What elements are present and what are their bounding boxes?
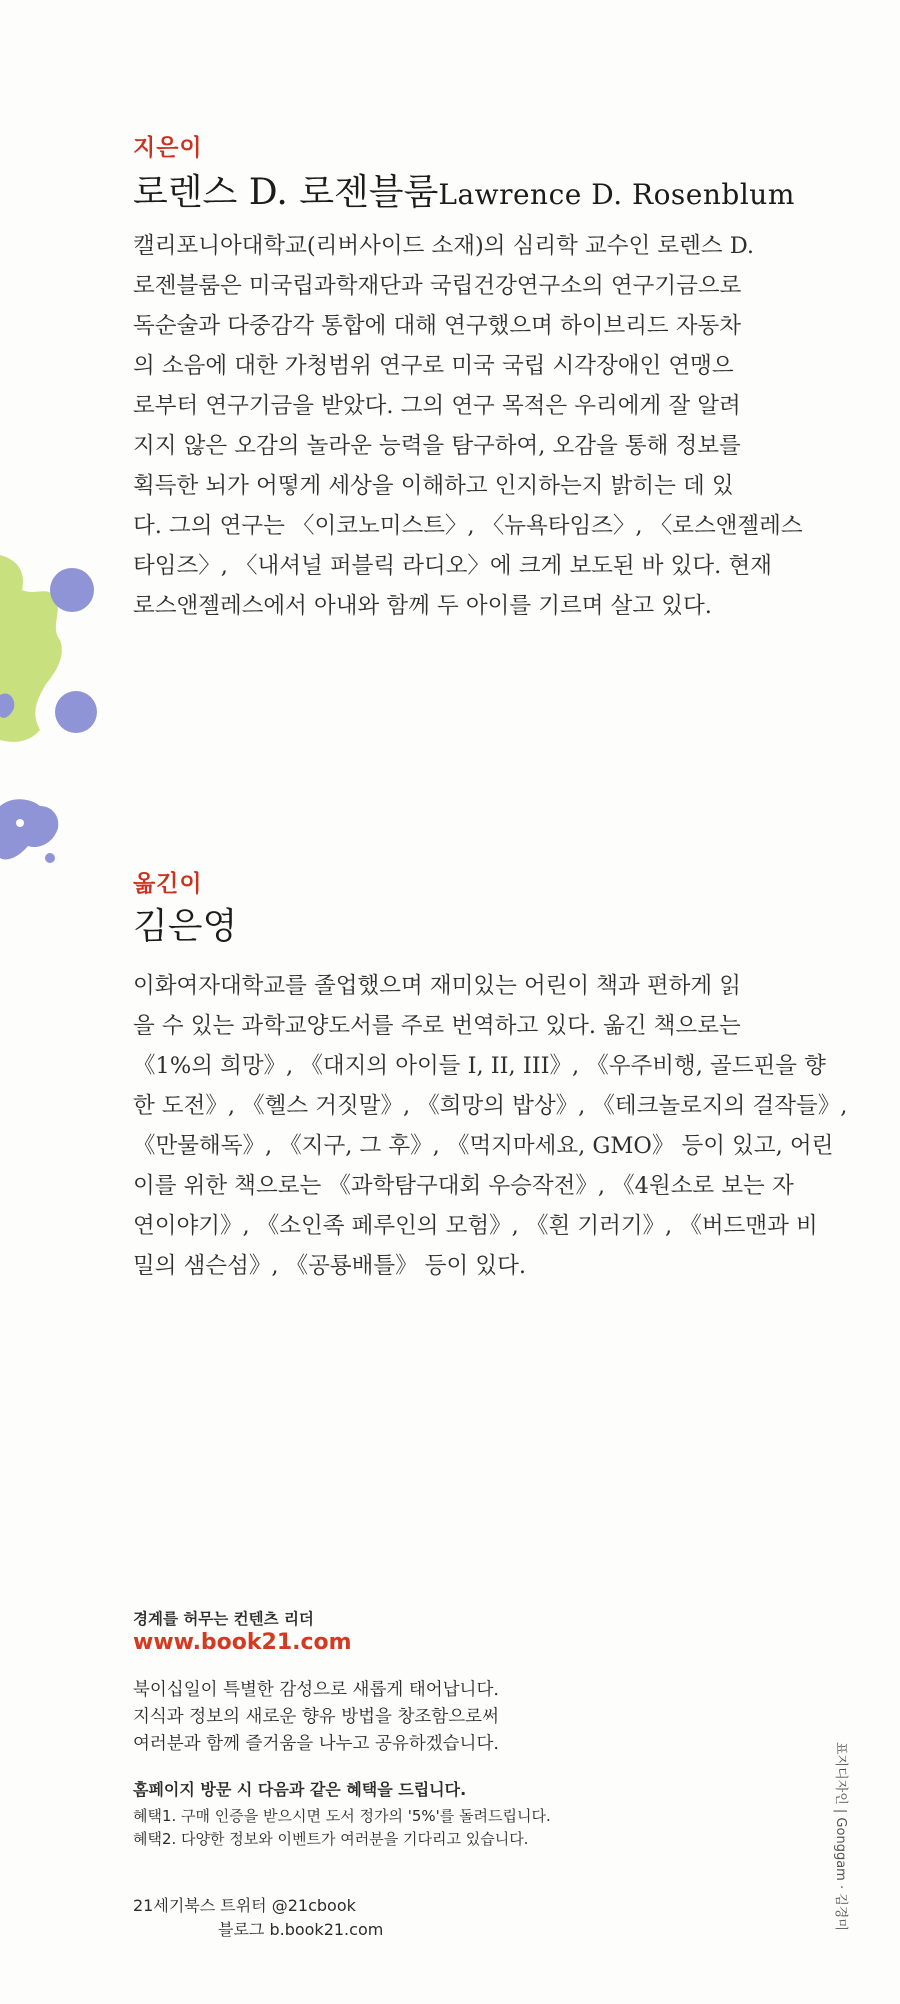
author-bio-line: 로스앤젤레스에서 아내와 함께 두 아이를 기르며 살고 있다.	[133, 593, 712, 619]
translator-bio-line: 밀의 샘슨섬》, 《공룡배틀》 등이 있다.	[133, 1253, 526, 1279]
author-name-korean: 로렌스 D. 로젠블룸	[133, 172, 439, 213]
translator-bio-line: 《1%의 희망》, 《대지의 아이들 I, II, III》, 《우주비행, 골드핀을 향	[133, 1053, 826, 1079]
translator-section-label: 옮긴이	[133, 871, 203, 897]
publisher-description-line: 여러분과 함께 즐거움을 나누고 공유하겠습니다.	[133, 1734, 499, 1754]
author-bio-line: 독순술과 다중감각 통합에 대해 연구했으며 하이브리드 자동차	[133, 313, 742, 339]
decorative-ink-blobs	[0, 0, 150, 880]
translator-bio	[133, 966, 847, 1286]
translator-bio-line: 《만물해독》, 《지구, 그 후》, 《먹지마세요, GMO》 등이 있고, 어린	[133, 1133, 834, 1159]
translator-bio-line: 연이야기》, 《소인족 페루인의 모험》, 《흰 기러기》, 《버드맨과 비	[133, 1213, 818, 1239]
author-bio-line: 로부터 연구기금을 받았다. 그의 연구 목적은 우리에게 잘 알려	[133, 393, 741, 419]
benefit-item: 혜택2. 다양한 정보와 이벤트가 여러분을 기다리고 있습니다.	[133, 1830, 529, 1848]
benefit-item: 혜택1. 구매 인증을 받으시면 도서 정가의 '5%'를 돌려드립니다.	[133, 1807, 551, 1825]
publisher-description-line: 북이십일이 특별한 감성으로 새롭게 태어납니다.	[133, 1680, 499, 1700]
translator-bio-line: 이화여자대학교를 졸업했으며 재미있는 어린이 책과 편하게 읽	[133, 973, 742, 999]
author-bio	[133, 226, 803, 626]
author-bio-line: 로젠블룸은 미국립과학재단과 국립건강연구소의 연구기금으로	[133, 273, 742, 299]
author-name-english: Lawrence D. Rosenblum	[438, 178, 795, 211]
publisher-blog: 블로그 b.book21.com	[218, 1920, 384, 1939]
publisher-website-link[interactable]: www.book21.com	[133, 1630, 352, 1655]
publisher-tagline: 경계를 허무는 컨텐츠 리더	[133, 1610, 314, 1628]
translator-bio-line: 한 도전》, 《헬스 거짓말》, 《희망의 밥상》, 《테크놀로지의 걸작들》,	[133, 1093, 848, 1119]
author-name	[133, 164, 795, 215]
benefits-title: 홈페이지 방문 시 다음과 같은 혜택을 드립니다.	[133, 1780, 467, 1799]
publisher-description-line: 지식과 정보의 새로운 향유 방법을 창조함으로써	[133, 1707, 499, 1727]
author-bio-line: 지지 않은 오감의 놀라운 능력을 탐구하여, 오감을 통해 정보를	[133, 433, 741, 459]
publisher-description	[133, 1677, 499, 1758]
author-section-label: 지은이	[133, 135, 203, 161]
author-bio-line: 타임즈〉, 〈내셔널 퍼블릭 라디오〉에 크게 보도된 바 있다. 현재	[133, 553, 772, 579]
author-bio-line: 다. 그의 연구는 〈이코노미스트〉, 〈뉴욕타임즈〉, 〈로스앤젤레스	[133, 513, 803, 539]
translator-bio-line: 을 수 있는 과학교양도서를 주로 번역하고 있다. 옮긴 책으로는	[133, 1013, 741, 1039]
author-bio-line: 의 소음에 대한 가청범위 연구로 미국 국립 시각장애인 연맹으	[133, 353, 734, 379]
benefits-list	[133, 1805, 551, 1851]
author-bio-line: 캘리포니아대학교(리버사이드 소재)의 심리학 교수인 로렌스 D.	[133, 233, 755, 259]
publisher-twitter: 21세기북스 트위터 @21cbook	[133, 1896, 356, 1915]
cover-design-credit: 표지디자인 | Gonggam · 김경미	[833, 1742, 848, 1931]
translator-bio-line: 이를 위한 책으로는 《과학탐구대회 우승작전》, 《4원소로 보는 자	[133, 1173, 794, 1199]
translator-name: 김은영	[133, 906, 238, 947]
author-bio-line: 획득한 뇌가 어떻게 세상을 이해하고 인지하는지 밝히는 데 있	[133, 473, 734, 499]
